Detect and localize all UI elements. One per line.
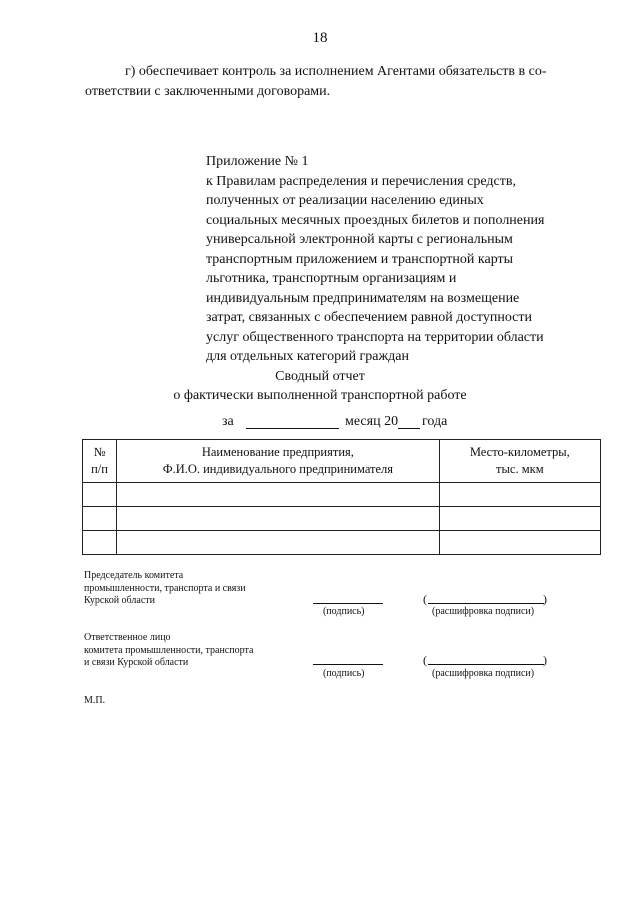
appendix-title: Приложение № 1 [206,154,309,169]
responsible-label-line-1: Ответственное лицо [84,632,171,643]
table-cell[interactable] [83,483,117,507]
table-cell[interactable] [117,507,440,531]
table-row [83,483,601,507]
chairman-label-line-3: Курской области [84,595,155,606]
close-paren: ) [543,592,547,606]
table-cell[interactable] [439,507,600,531]
table-cell[interactable] [439,483,600,507]
report-title [0,367,640,405]
chairman-label-line-2: промышленности, транспорта и связи [84,582,246,594]
open-paren: ( [423,653,427,667]
table-cell[interactable] [117,531,440,555]
responsible-signature-caption: (подпись) [323,668,365,679]
table-cell[interactable] [83,531,117,555]
column-header-seat-km [439,440,600,483]
stamp-place-label: М.П. [84,695,106,706]
chairman-label [84,570,246,608]
appendix-line: услуг общественного транспорта на территории области [206,329,544,345]
column-header-seat-km-line-2: тыс. мкм [496,462,544,476]
period-month-label: месяц 20 [345,414,399,429]
responsible-label-line-3: и связи Курской области [84,657,189,668]
chairman-signature-caption: (подпись) [323,606,365,617]
appendix-line: транспортным приложением и транспортной карты [206,251,514,267]
paragraph-line-1: г) обеспечивает контроль за исполнением Агентами обязательств в со- [125,64,547,79]
period-za-label: за [222,414,234,429]
responsible-person-label [84,632,253,670]
table-cell[interactable] [117,483,440,507]
table-cell[interactable] [439,531,600,555]
report-title-line-1: Сводный отчет [275,369,365,384]
open-paren: ( [423,592,427,606]
appendix-line: универсальной электронной карты с региональным [206,232,513,247]
responsible-decoding-caption: (расшифровка подписи) [432,668,535,679]
period-year-blank[interactable] [398,428,420,429]
period-month-blank[interactable] [246,428,339,429]
responsible-signature-line[interactable] [313,664,383,665]
table-header-row [83,440,601,483]
report-title-line-2: о фактически выполненной транспортной работе [173,388,467,403]
close-paren: ) [543,653,547,667]
table-row [83,507,601,531]
column-header-number-line-1: № [93,445,106,459]
appendix-line: полученных от реализации населению единых [206,193,484,208]
column-header-name [117,440,440,483]
appendix-line: социальных месячных проездных билетов и пополнения [206,212,545,228]
column-header-number-line-2: п/п [91,462,108,476]
chairman-decoding-line[interactable] [428,603,544,604]
appendix-heading [206,152,586,367]
column-header-name-line-1: Наименование предприятия, [201,445,354,459]
report-table [82,439,601,555]
body-paragraph [85,62,565,102]
page-number: 18 [312,30,328,46]
chairman-decoding-caption: (расшифровка подписи) [432,606,535,617]
appendix-line: льготника, транспортным организациям и [206,271,457,286]
table-row [83,531,601,555]
column-header-name-line-2: Ф.И.О. индивидуального предпринимателя [162,462,394,476]
appendix-line: индивидуальным предпринимателям на возмещение [206,290,520,306]
table-cell[interactable] [83,507,117,531]
responsible-label-line-2: комитета промышленности, транспорта [84,644,254,656]
column-header-number [83,440,117,483]
appendix-line: затрат, связанных с обеспечением равной доступности [206,310,532,325]
chairman-signature-line[interactable] [313,603,383,604]
responsible-decoding-line[interactable] [428,664,544,665]
chairman-label-line-1: Председатель комитета [84,570,184,581]
appendix-line: к Правилам распределения и перечисления средств, [206,173,516,189]
paragraph-line-2: ответствии с заключенными договорами. [85,84,331,99]
appendix-line: для отдельных категорий граждан [206,349,410,364]
period-year-label: года [422,414,448,429]
column-header-seat-km-line-1: Место-километры, [469,445,570,459]
